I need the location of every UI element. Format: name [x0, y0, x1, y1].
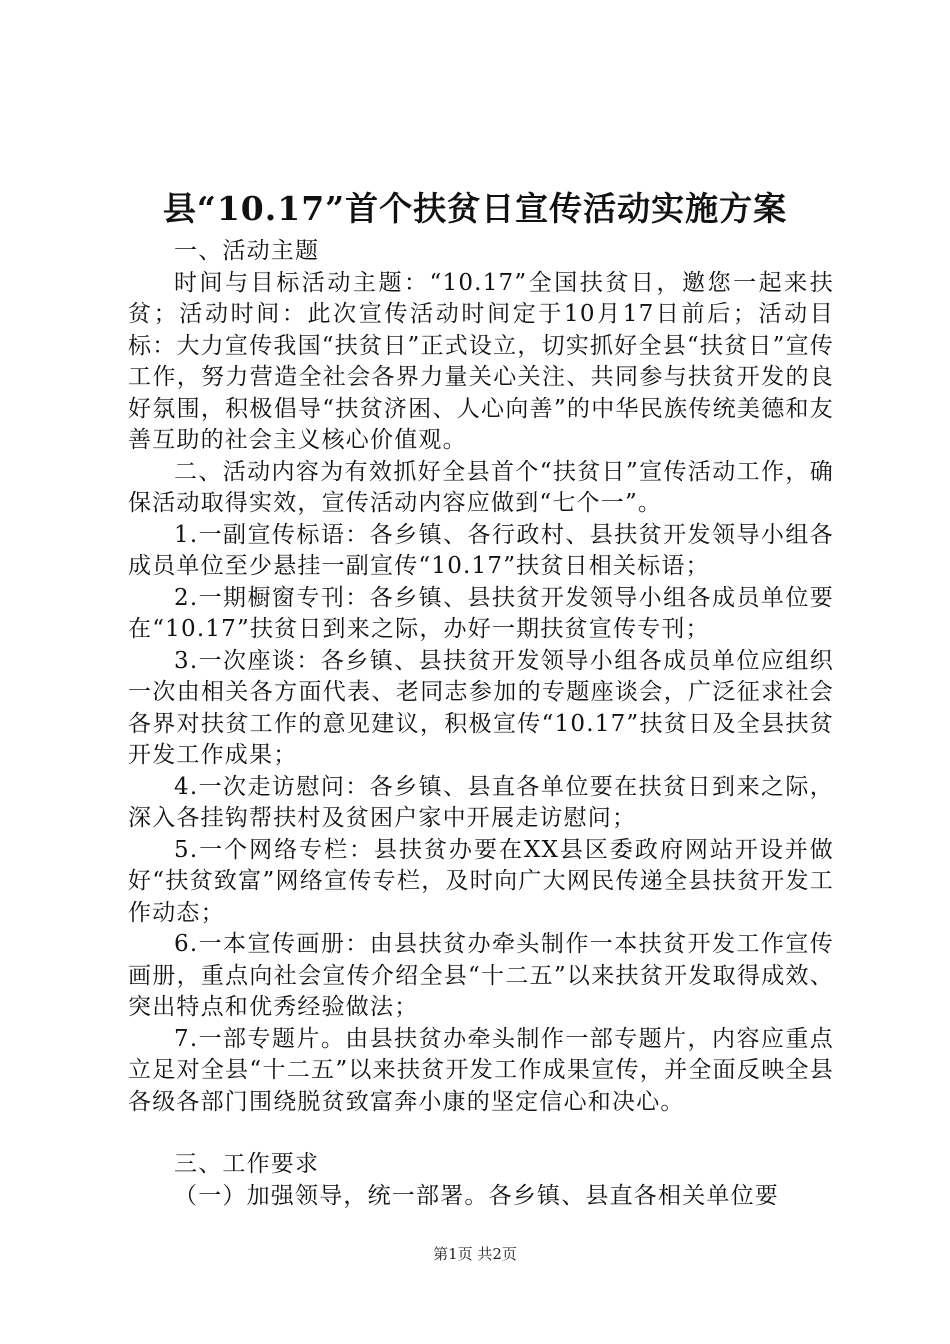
section-heading-work-requirements: 三、工作要求 — [174, 1151, 320, 1177]
list-item-symposium: 3.一次座谈：各乡镇、县扶贫开发领导小组各成员单位应组织一次由相关各方面代表、老同志参加的专题座谈会，广泛征求社会各界对扶贫工作的意见建议，积极宣传“10.17”扶贫日及全县扶贫开发工作成果； — [128, 647, 834, 768]
list-item-web-column: 5.一个网络专栏：县扶贫办要在XX县区委政府网站开设并做好“扶贫致富”网络宣传专栏，及时向广大网民传递全县扶贫开发工作动态； — [128, 836, 834, 926]
list-item-documentary: 7.一部专题片。由县扶贫办牵头制作一部专题片，内容应重点立足对全县“十二五”以来扶贫开发工作成果宣传，并全面反映全县各级各部门围绕脱贫致富奔小康的坚定信心和决心。 — [128, 1025, 834, 1115]
paragraph-requirement-one: （一）加强领导，统一部署。各乡镇、县直各相关单位要 — [174, 1182, 779, 1209]
page-number-footer: 第1页 共2页 — [433, 1245, 517, 1263]
list-item-brochure: 6.一本宣传画册：由县扶贫办牵头制作一本扶贫开发工作宣传画册，重点向社会宣传介绍全县“十二五”以来扶贫开发取得成效、突出特点和优秀经验做法； — [128, 931, 834, 1020]
list-item-visit: 4.一次走访慰问：各乡镇、县直各单位要在扶贫日到来之际，深入各挂钩帮扶村及贫困户家中开展走访慰问； — [128, 773, 834, 831]
list-item-window-column: 2.一期橱窗专刊：各乡镇、县扶贫开发领导小组各成员单位要在“10.17”扶贫日到来之际，办好一期扶贫宣传专刊； — [128, 584, 834, 642]
section-heading-activity-theme: 一、活动主题 — [174, 238, 320, 264]
list-item-slogan: 1.一副宣传标语：各乡镇、各行政村、县扶贫开发领导小组各成员单位至少悬挂一副宣传“10.17”扶贫日相关标语； — [128, 521, 834, 579]
document-body — [128, 236, 834, 1212]
section-heading-activity-content: 二、活动内容为有效抓好全县首个“扶贫日”宣传活动工作，确保活动取得实效，宣传活动内容应做到“七个一”。 — [128, 458, 834, 516]
document-title: 县“10.17”首个扶贫日宣传活动实施方案 — [162, 189, 788, 228]
paragraph-theme-details: 时间与目标活动主题：“10.17”全国扶贫日，邀您一起来扶贫；活动时间：此次宣传活动时间定于10月17日前后；活动目标：大力宣传我国“扶贫日”正式设立，切实抓好全县“扶贫日”宣传工作，努力营造全社会各界力量关心关注、共同参与扶贫开发的良好氛围，积极倡导“扶贫济困、人心向善”的中华民族传统美德和友善互助的社会主义核心价值观。 — [128, 269, 834, 453]
